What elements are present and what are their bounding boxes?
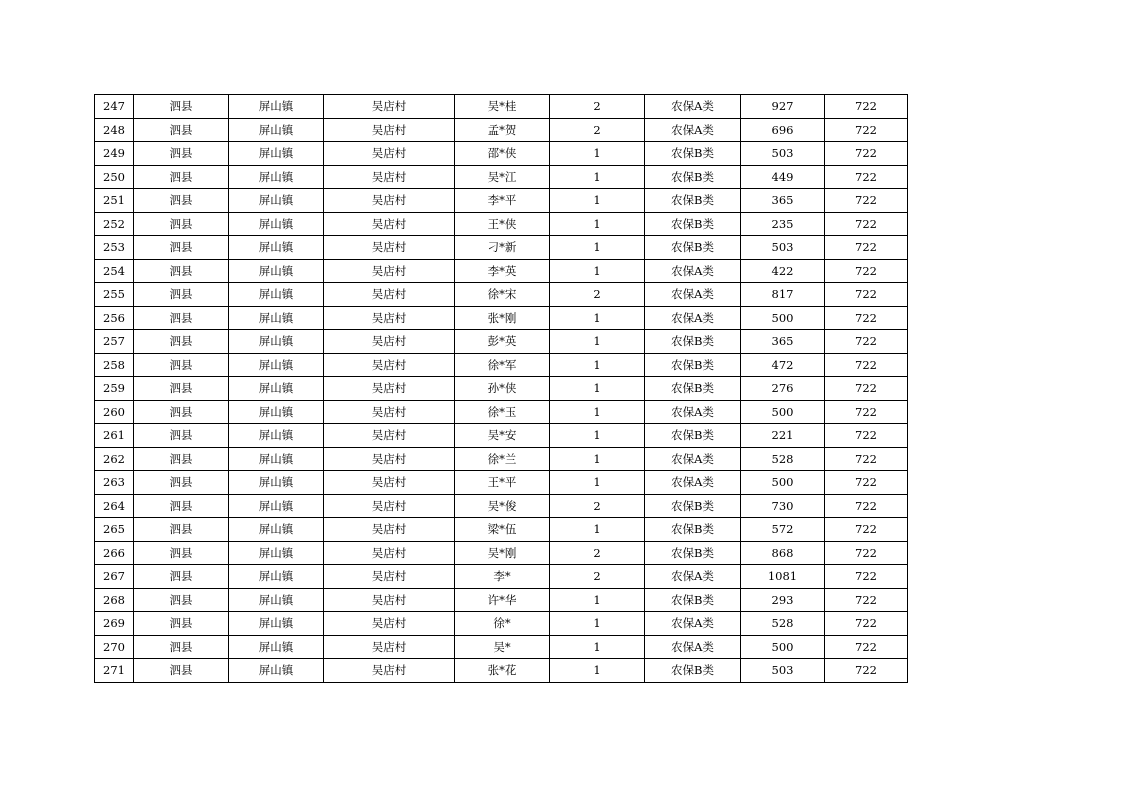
- seq-no-cell: 247: [95, 95, 134, 119]
- village-cell: 吴店村: [324, 283, 455, 307]
- village-cell: 吴店村: [324, 588, 455, 612]
- village-cell: 吴店村: [324, 165, 455, 189]
- category-cell: 农保B类: [645, 212, 741, 236]
- table-row: [95, 189, 908, 213]
- town-cell: 屏山镇: [229, 471, 324, 495]
- amount-cell: 472: [741, 353, 825, 377]
- name-cell: 李*平: [455, 189, 550, 213]
- seq-no-cell: 270: [95, 635, 134, 659]
- county-cell: 泗县: [134, 565, 229, 589]
- town-cell: 屏山镇: [229, 353, 324, 377]
- seq-no-cell: 262: [95, 447, 134, 471]
- table-row: [95, 612, 908, 636]
- town-cell: 屏山镇: [229, 518, 324, 542]
- amount-cell: 276: [741, 377, 825, 401]
- table-row: [95, 588, 908, 612]
- village-cell: 吴店村: [324, 494, 455, 518]
- category-cell: 农保B类: [645, 518, 741, 542]
- county-cell: 泗县: [134, 353, 229, 377]
- household-size-cell: 1: [550, 659, 645, 683]
- table-row: [95, 165, 908, 189]
- table-row: [95, 330, 908, 354]
- amount-cell: 503: [741, 142, 825, 166]
- seq-no-cell: 250: [95, 165, 134, 189]
- village-cell: 吴店村: [324, 189, 455, 213]
- table-row: [95, 236, 908, 260]
- amount-cell: 1081: [741, 565, 825, 589]
- category-cell: 农保A类: [645, 400, 741, 424]
- seq-no-cell: 269: [95, 612, 134, 636]
- county-cell: 泗县: [134, 259, 229, 283]
- county-cell: 泗县: [134, 635, 229, 659]
- village-cell: 吴店村: [324, 236, 455, 260]
- county-cell: 泗县: [134, 471, 229, 495]
- amount-cell: 927: [741, 95, 825, 119]
- name-cell: 徐*宋: [455, 283, 550, 307]
- village-cell: 吴店村: [324, 518, 455, 542]
- town-cell: 屏山镇: [229, 212, 324, 236]
- name-cell: 王*平: [455, 471, 550, 495]
- household-size-cell: 1: [550, 165, 645, 189]
- category-cell: 农保B类: [645, 424, 741, 448]
- table-row: [95, 306, 908, 330]
- category-cell: 农保A类: [645, 565, 741, 589]
- town-cell: 屏山镇: [229, 400, 324, 424]
- household-size-cell: 1: [550, 447, 645, 471]
- household-size-cell: 1: [550, 400, 645, 424]
- household-size-cell: 1: [550, 518, 645, 542]
- amount-cell: 293: [741, 588, 825, 612]
- seq-no-cell: 265: [95, 518, 134, 542]
- name-cell: 孟*贺: [455, 118, 550, 142]
- village-cell: 吴店村: [324, 259, 455, 283]
- standard-cell: 722: [825, 283, 908, 307]
- county-cell: 泗县: [134, 118, 229, 142]
- county-cell: 泗县: [134, 189, 229, 213]
- name-cell: 梁*伍: [455, 518, 550, 542]
- household-size-cell: 1: [550, 471, 645, 495]
- standard-cell: 722: [825, 330, 908, 354]
- county-cell: 泗县: [134, 236, 229, 260]
- household-size-cell: 1: [550, 259, 645, 283]
- name-cell: 邵*侠: [455, 142, 550, 166]
- name-cell: 刁*新: [455, 236, 550, 260]
- village-cell: 吴店村: [324, 306, 455, 330]
- village-cell: 吴店村: [324, 612, 455, 636]
- household-size-cell: 1: [550, 424, 645, 448]
- town-cell: 屏山镇: [229, 330, 324, 354]
- town-cell: 屏山镇: [229, 165, 324, 189]
- category-cell: 农保B类: [645, 377, 741, 401]
- household-size-cell: 2: [550, 95, 645, 119]
- name-cell: 张*花: [455, 659, 550, 683]
- county-cell: 泗县: [134, 612, 229, 636]
- village-cell: 吴店村: [324, 471, 455, 495]
- seq-no-cell: 267: [95, 565, 134, 589]
- household-size-cell: 1: [550, 142, 645, 166]
- village-cell: 吴店村: [324, 95, 455, 119]
- village-cell: 吴店村: [324, 635, 455, 659]
- table-row: [95, 283, 908, 307]
- county-cell: 泗县: [134, 142, 229, 166]
- town-cell: 屏山镇: [229, 189, 324, 213]
- seq-no-cell: 249: [95, 142, 134, 166]
- seq-no-cell: 253: [95, 236, 134, 260]
- standard-cell: 722: [825, 353, 908, 377]
- category-cell: 农保A类: [645, 471, 741, 495]
- amount-cell: 365: [741, 189, 825, 213]
- standard-cell: 722: [825, 447, 908, 471]
- category-cell: 农保B类: [645, 541, 741, 565]
- county-cell: 泗县: [134, 424, 229, 448]
- household-size-cell: 2: [550, 118, 645, 142]
- village-cell: 吴店村: [324, 142, 455, 166]
- county-cell: 泗县: [134, 95, 229, 119]
- town-cell: 屏山镇: [229, 588, 324, 612]
- village-cell: 吴店村: [324, 400, 455, 424]
- name-cell: 吴*刚: [455, 541, 550, 565]
- table-row: [95, 212, 908, 236]
- name-cell: 许*华: [455, 588, 550, 612]
- table-row: [95, 518, 908, 542]
- category-cell: 农保B类: [645, 659, 741, 683]
- household-size-cell: 1: [550, 353, 645, 377]
- seq-no-cell: 254: [95, 259, 134, 283]
- category-cell: 农保A类: [645, 259, 741, 283]
- standard-cell: 722: [825, 565, 908, 589]
- county-cell: 泗县: [134, 447, 229, 471]
- amount-cell: 500: [741, 471, 825, 495]
- name-cell: 王*侠: [455, 212, 550, 236]
- county-cell: 泗县: [134, 165, 229, 189]
- seq-no-cell: 268: [95, 588, 134, 612]
- name-cell: 李*英: [455, 259, 550, 283]
- seq-no-cell: 261: [95, 424, 134, 448]
- household-size-cell: 2: [550, 283, 645, 307]
- name-cell: 彭*英: [455, 330, 550, 354]
- category-cell: 农保A类: [645, 635, 741, 659]
- category-cell: 农保B类: [645, 330, 741, 354]
- household-size-cell: 1: [550, 306, 645, 330]
- category-cell: 农保A类: [645, 118, 741, 142]
- seq-no-cell: 263: [95, 471, 134, 495]
- standard-cell: 722: [825, 212, 908, 236]
- standard-cell: 722: [825, 659, 908, 683]
- town-cell: 屏山镇: [229, 377, 324, 401]
- category-cell: 农保B类: [645, 142, 741, 166]
- county-cell: 泗县: [134, 283, 229, 307]
- category-cell: 农保A类: [645, 306, 741, 330]
- village-cell: 吴店村: [324, 212, 455, 236]
- seq-no-cell: 256: [95, 306, 134, 330]
- village-cell: 吴店村: [324, 541, 455, 565]
- table-row: [95, 447, 908, 471]
- village-cell: 吴店村: [324, 377, 455, 401]
- county-cell: 泗县: [134, 588, 229, 612]
- town-cell: 屏山镇: [229, 142, 324, 166]
- table-row: [95, 565, 908, 589]
- amount-cell: 503: [741, 236, 825, 260]
- table-row: [95, 471, 908, 495]
- village-cell: 吴店村: [324, 565, 455, 589]
- table-row: [95, 118, 908, 142]
- name-cell: 吴*安: [455, 424, 550, 448]
- table-row: [95, 353, 908, 377]
- table-row: [95, 259, 908, 283]
- category-cell: 农保B类: [645, 189, 741, 213]
- category-cell: 农保B类: [645, 588, 741, 612]
- household-size-cell: 1: [550, 635, 645, 659]
- amount-cell: 696: [741, 118, 825, 142]
- household-size-cell: 1: [550, 212, 645, 236]
- data-table: [94, 94, 908, 683]
- town-cell: 屏山镇: [229, 424, 324, 448]
- county-cell: 泗县: [134, 518, 229, 542]
- county-cell: 泗县: [134, 494, 229, 518]
- household-size-cell: 1: [550, 377, 645, 401]
- county-cell: 泗县: [134, 541, 229, 565]
- seq-no-cell: 271: [95, 659, 134, 683]
- county-cell: 泗县: [134, 212, 229, 236]
- standard-cell: 722: [825, 259, 908, 283]
- county-cell: 泗县: [134, 330, 229, 354]
- household-size-cell: 1: [550, 189, 645, 213]
- household-size-cell: 2: [550, 494, 645, 518]
- village-cell: 吴店村: [324, 659, 455, 683]
- standard-cell: 722: [825, 588, 908, 612]
- seq-no-cell: 252: [95, 212, 134, 236]
- town-cell: 屏山镇: [229, 541, 324, 565]
- amount-cell: 449: [741, 165, 825, 189]
- amount-cell: 365: [741, 330, 825, 354]
- name-cell: 徐*军: [455, 353, 550, 377]
- name-cell: 吴*: [455, 635, 550, 659]
- town-cell: 屏山镇: [229, 659, 324, 683]
- table-row: [95, 377, 908, 401]
- category-cell: 农保B类: [645, 494, 741, 518]
- town-cell: 屏山镇: [229, 306, 324, 330]
- name-cell: 吴*桂: [455, 95, 550, 119]
- household-size-cell: 2: [550, 565, 645, 589]
- standard-cell: 722: [825, 541, 908, 565]
- town-cell: 屏山镇: [229, 283, 324, 307]
- category-cell: 农保A类: [645, 283, 741, 307]
- standard-cell: 722: [825, 400, 908, 424]
- town-cell: 屏山镇: [229, 95, 324, 119]
- amount-cell: 572: [741, 518, 825, 542]
- standard-cell: 722: [825, 189, 908, 213]
- amount-cell: 422: [741, 259, 825, 283]
- amount-cell: 235: [741, 212, 825, 236]
- amount-cell: 500: [741, 635, 825, 659]
- name-cell: 徐*: [455, 612, 550, 636]
- name-cell: 徐*兰: [455, 447, 550, 471]
- category-cell: 农保A类: [645, 612, 741, 636]
- county-cell: 泗县: [134, 659, 229, 683]
- seq-no-cell: 248: [95, 118, 134, 142]
- standard-cell: 722: [825, 494, 908, 518]
- town-cell: 屏山镇: [229, 118, 324, 142]
- name-cell: 徐*玉: [455, 400, 550, 424]
- amount-cell: 730: [741, 494, 825, 518]
- household-size-cell: 1: [550, 588, 645, 612]
- amount-cell: 528: [741, 612, 825, 636]
- town-cell: 屏山镇: [229, 236, 324, 260]
- name-cell: 吴*俊: [455, 494, 550, 518]
- amount-cell: 528: [741, 447, 825, 471]
- county-cell: 泗县: [134, 306, 229, 330]
- town-cell: 屏山镇: [229, 447, 324, 471]
- name-cell: 孙*侠: [455, 377, 550, 401]
- standard-cell: 722: [825, 424, 908, 448]
- amount-cell: 500: [741, 306, 825, 330]
- town-cell: 屏山镇: [229, 259, 324, 283]
- standard-cell: 722: [825, 635, 908, 659]
- amount-cell: 868: [741, 541, 825, 565]
- category-cell: 农保B类: [645, 165, 741, 189]
- category-cell: 农保B类: [645, 353, 741, 377]
- seq-no-cell: 255: [95, 283, 134, 307]
- category-cell: 农保A类: [645, 447, 741, 471]
- village-cell: 吴店村: [324, 447, 455, 471]
- table-row: [95, 494, 908, 518]
- household-size-cell: 1: [550, 612, 645, 636]
- seq-no-cell: 264: [95, 494, 134, 518]
- village-cell: 吴店村: [324, 424, 455, 448]
- seq-no-cell: 251: [95, 189, 134, 213]
- standard-cell: 722: [825, 612, 908, 636]
- standard-cell: 722: [825, 236, 908, 260]
- table-row: [95, 541, 908, 565]
- table-row: [95, 400, 908, 424]
- town-cell: 屏山镇: [229, 635, 324, 659]
- town-cell: 屏山镇: [229, 565, 324, 589]
- household-size-cell: 1: [550, 236, 645, 260]
- amount-cell: 221: [741, 424, 825, 448]
- table-body: [95, 95, 908, 683]
- seq-no-cell: 257: [95, 330, 134, 354]
- amount-cell: 503: [741, 659, 825, 683]
- name-cell: 吴*江: [455, 165, 550, 189]
- amount-cell: 500: [741, 400, 825, 424]
- category-cell: 农保B类: [645, 236, 741, 260]
- standard-cell: 722: [825, 142, 908, 166]
- seq-no-cell: 266: [95, 541, 134, 565]
- village-cell: 吴店村: [324, 353, 455, 377]
- town-cell: 屏山镇: [229, 494, 324, 518]
- standard-cell: 722: [825, 306, 908, 330]
- household-size-cell: 2: [550, 541, 645, 565]
- standard-cell: 722: [825, 518, 908, 542]
- table-row: [95, 95, 908, 119]
- table-row: [95, 635, 908, 659]
- village-cell: 吴店村: [324, 118, 455, 142]
- town-cell: 屏山镇: [229, 612, 324, 636]
- amount-cell: 817: [741, 283, 825, 307]
- name-cell: 李*: [455, 565, 550, 589]
- standard-cell: 722: [825, 377, 908, 401]
- table-row: [95, 142, 908, 166]
- seq-no-cell: 258: [95, 353, 134, 377]
- household-size-cell: 1: [550, 330, 645, 354]
- county-cell: 泗县: [134, 377, 229, 401]
- standard-cell: 722: [825, 95, 908, 119]
- county-cell: 泗县: [134, 400, 229, 424]
- standard-cell: 722: [825, 165, 908, 189]
- category-cell: 农保A类: [645, 95, 741, 119]
- standard-cell: 722: [825, 471, 908, 495]
- seq-no-cell: 259: [95, 377, 134, 401]
- village-cell: 吴店村: [324, 330, 455, 354]
- table-row: [95, 659, 908, 683]
- standard-cell: 722: [825, 118, 908, 142]
- name-cell: 张*刚: [455, 306, 550, 330]
- seq-no-cell: 260: [95, 400, 134, 424]
- table-row: [95, 424, 908, 448]
